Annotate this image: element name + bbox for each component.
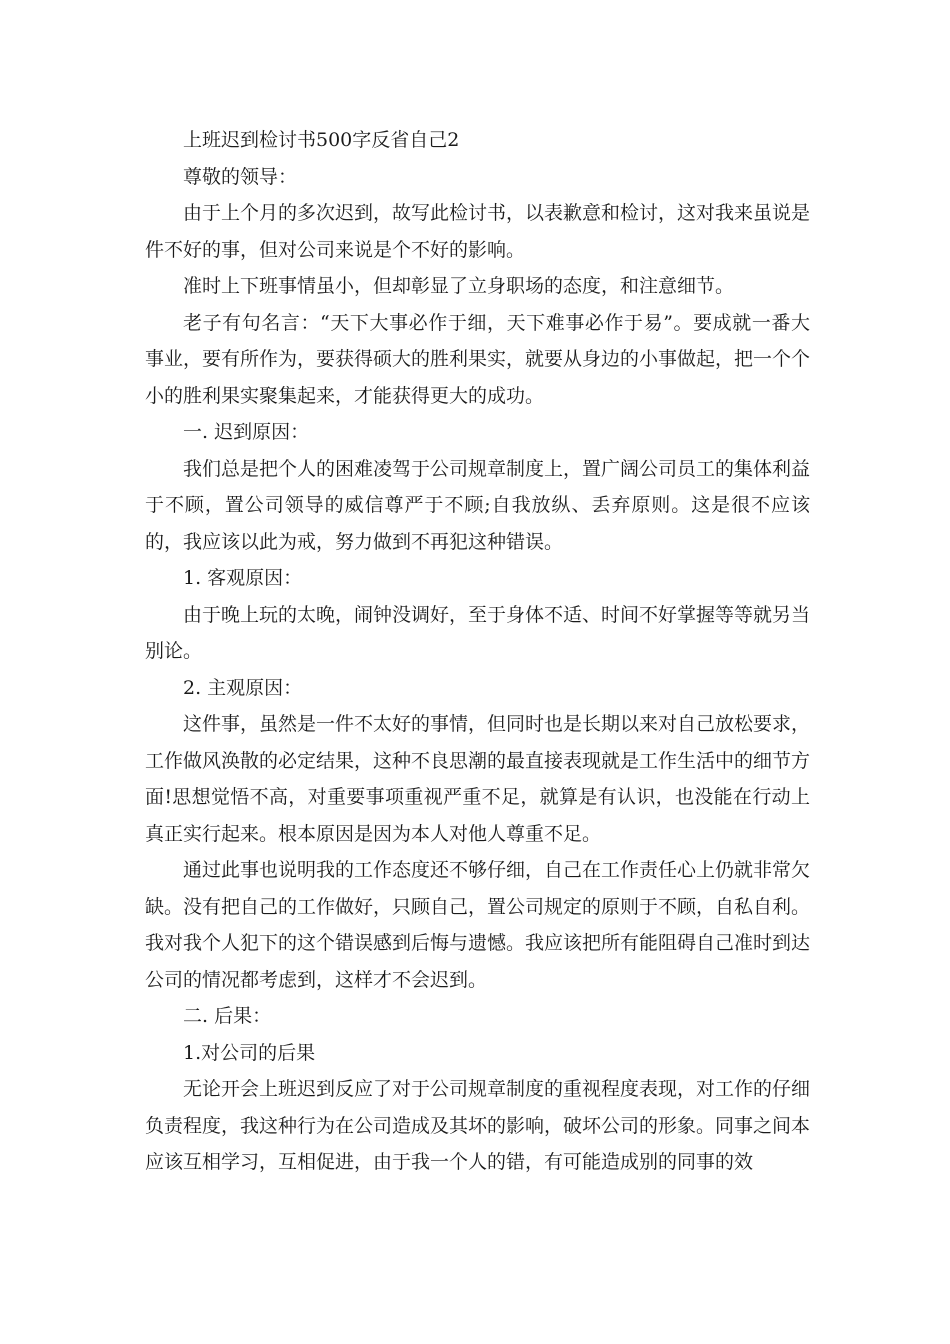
paragraph: 我们总是把个人的困难凌驾于公司规章制度上，置广阔公司员工的集体利益于不顾，置公司领导的威信尊严于不顾;自我放纵、丢弃原则。这是很不应该的，我应该以此为戒，努力做到不再犯这种错误。 <box>145 457 811 553</box>
subsection-heading: 2. 主观原因： <box>183 676 303 699</box>
paragraph: 无论开会上班迟到反应了对于公司规章制度的重视程度表现，对工作的仔细负责程度，我这种行为在公司造成及其坏的影响，破坏公司的形象。同事之间本应该互相学习，互相促进，由于我一个人的错，有可能造成别的同事的效 <box>145 1078 811 1173</box>
paragraph: 由于晚上玩的太晚，闹钟没调好，至于身体不适、时间不好掌握等等就另当别论。 <box>145 603 811 662</box>
paragraph: 由于上个月的多次迟到，故写此检讨书，以表歉意和检讨，这对我来虽说是件不好的事，但对公司来说是个不好的影响。 <box>145 202 811 261</box>
paragraph: 通过此事也说明我的工作态度还不够仔细，自己在工作责任心上仍就非常欠缺。没有把自己的工作做好，只顾自己，置公司规定的原则于不顾，自私自利。我对我个人犯下的这个错误感到后悔与遗憾。我应该把所有能阻碍自己准时到达公司的情况都考虑到，这样才不会迟到。 <box>145 859 811 991</box>
paragraph: 老子有句名言：“天下大事必作于细，天下难事必作于易”。要成就一番大事业，要有所作为，要获得硕大的胜利果实，就要从身边的小事做起，把一个个小的胜利果实聚集起来，才能获得更大的成功。 <box>145 311 811 407</box>
section-heading: 一. 迟到原因： <box>183 421 310 443</box>
document-title: 上班迟到检讨书500字反省自己2 <box>183 129 460 151</box>
paragraph: 这件事，虽然是一件不太好的事情，但同时也是长期以来对自己放松要求，工作做风涣散的必定结果，这种不良思潮的最直接表现就是工作生活中的细节方面!思想觉悟不高，对重要事项重视严重不足，就算是有认识，也没能在行动上真正实行起来。根本原因是因为本人对他人尊重不足。 <box>145 713 811 845</box>
salutation: 尊敬的领导： <box>183 165 298 188</box>
paragraph: 准时上下班事情虽小，但却彰显了立身职场的态度，和注意细节。 <box>183 275 735 297</box>
subsection-heading: 1. 客观原因： <box>183 567 303 589</box>
section-heading: 二. 后果： <box>183 1005 272 1027</box>
document-body <box>145 122 810 1181</box>
subsection-heading: 1.对公司的后果 <box>183 1041 316 1064</box>
